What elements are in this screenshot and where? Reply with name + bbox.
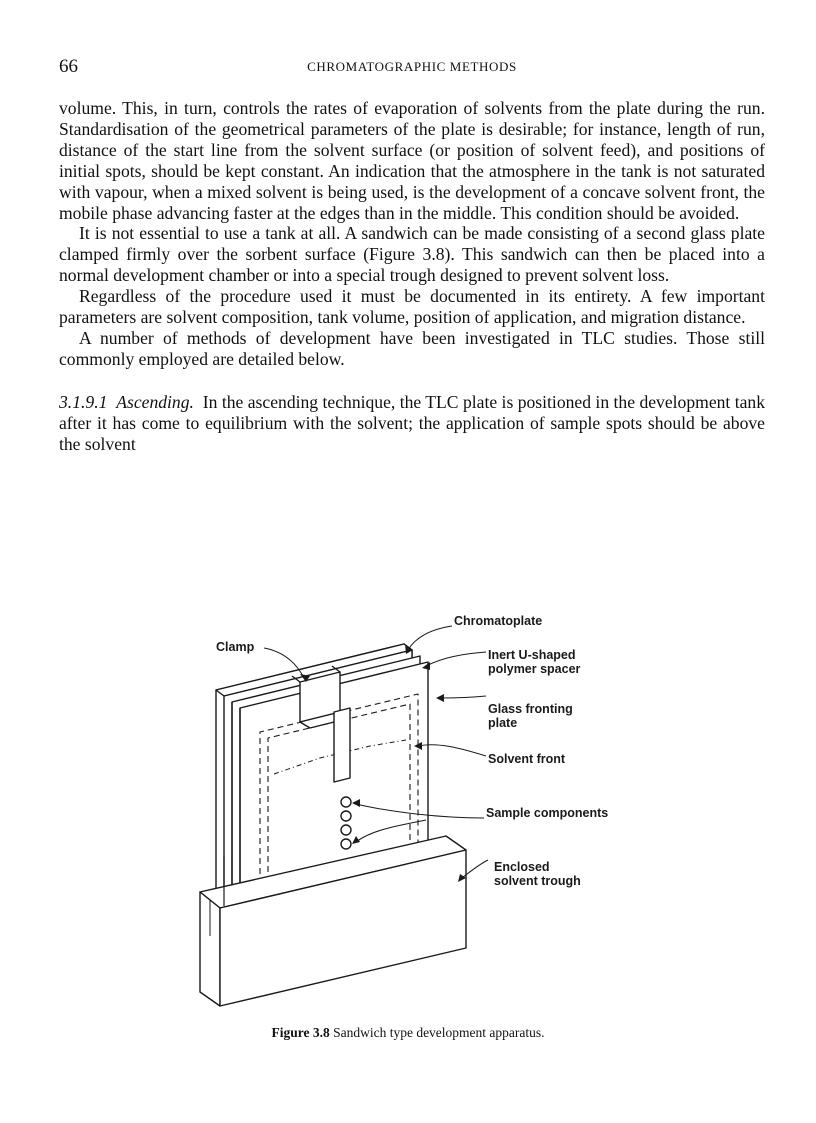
label-chromatoplate: Chromatoplate	[454, 614, 543, 628]
label-trough-line2: solvent trough	[494, 874, 581, 888]
figure-3-8	[190, 606, 650, 1016]
paragraph-3: Regardless of the procedure used it must be documented in its entirety. A few important parameters are solvent composition, tank volume, position of application, and migration distance.	[59, 286, 765, 328]
page-header	[59, 56, 765, 80]
label-glass-line1: Glass fronting	[488, 702, 573, 716]
paragraph-4: A number of methods of development have been investigated in TLC studies. Those still commonly employed are detailed below.	[59, 327, 765, 369]
section-paragraph	[59, 392, 765, 455]
label-trough-line1: Enclosed	[494, 860, 550, 874]
label-glass-line2: plate	[488, 716, 518, 730]
running-title: CHROMATOGRAPHIC METHODS	[307, 59, 517, 74]
label-spacer	[488, 648, 580, 676]
paragraph-1: volume. This, in turn, controls the rates of evaporation of solvents from the plate during the run. Standardisation of the geometrical parameters of the plate is desirable; for instance, length of run, distance of the start line from the solvent surface (or position of solvent feed), and positions of initial spots, should be kept constant. An indication that the atmosphere in the tank is not saturated with vapour, when a mixed solvent is being used, is the development of a concave solvent front, the mobile phase advancing faster at the edges than in the middle. This condition should be avoided.	[59, 98, 765, 223]
label-glass-fronting	[488, 702, 573, 730]
label-solvent-front: Solvent front	[488, 752, 566, 766]
paragraph-2: It is not essential to use a tank at all. A sandwich can be made consisting of a second glass plate clamped firmly over the sorbent surface (Figure 3.8). This sandwich can then be placed into a normal development chamber or into a special trough designed to prevent solvent loss.	[59, 223, 765, 286]
section-text: In the ascending technique, the TLC plate is positioned in the development tank after it has come to equilibrium with the solvent; the application of sample spots should be above the solvent	[59, 391, 766, 454]
label-trough	[494, 860, 581, 888]
label-spacer-line1: Inert U-shaped	[488, 648, 576, 662]
body-text	[59, 98, 765, 455]
section-number: 3.1.9.1	[59, 391, 108, 412]
caption-text: Sandwich type development apparatus.	[333, 1025, 545, 1040]
figure-caption	[0, 1025, 816, 1041]
label-clamp: Clamp	[216, 640, 255, 654]
label-sample-components: Sample components	[486, 806, 609, 820]
caption-label: Figure 3.8	[271, 1025, 330, 1040]
page-number: 66	[59, 56, 78, 77]
section-title: Ascending.	[116, 391, 194, 412]
label-spacer-line2: polymer spacer	[488, 662, 581, 676]
